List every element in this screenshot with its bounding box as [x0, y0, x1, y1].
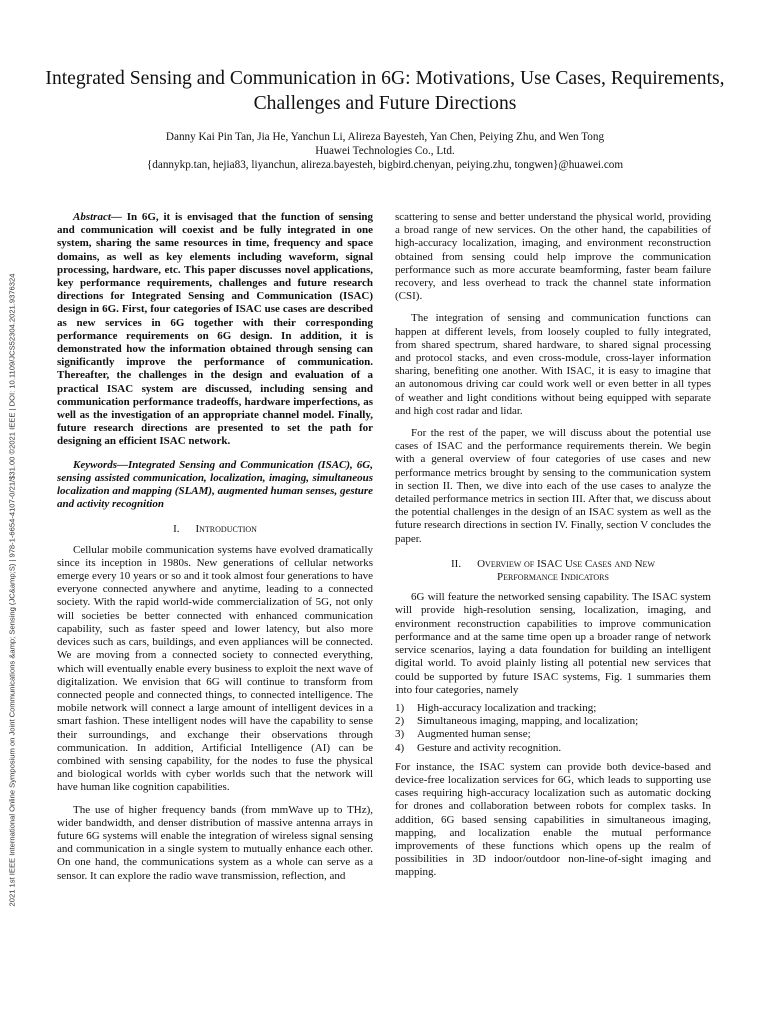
list-item: 1) High-accuracy localization and tracking;	[395, 701, 597, 714]
intro-paragraph-2: The use of higher frequency bands (from mmWave up to THz), wider bandwidth, and denser distribution of massive antenna arrays in future 6G systems will enable the integration of wireless signal sensing and communication in a single system to mutually enhance each other. On one hand, the communications system as a whole can serve as a sensor. It can explore the radio wave transmission, reflection, and	[57, 803, 373, 882]
list-item: 4) Gesture and activity recognition.	[395, 741, 562, 754]
intro-paragraph-2-continued: scattering to sense and better understand the physical world, providing a broad range of new services. On the other hand, the capabilities of high-accuracy localization, imaging, and environment reconstruction obtained from sensing could help improve the communication performance such as more accurate beamforming, faster beam failure recovery, and less overhead to track the channel state information (CSI).	[395, 211, 711, 303]
abstract-label: Abstract—	[73, 211, 122, 223]
left-column	[57, 211, 373, 883]
list-item: 3) Augmented human sense;	[395, 728, 531, 741]
keywords-text: Integrated Sensing and Communication (ISAC), 6G, sensing assisted communication, localization, imaging, simultaneous localization and mapping (SLAM), augmented human senses, gesture and activity recognition	[57, 458, 373, 511]
side-citation-text: 2021 1st IEEE International Online Symposium on Joint Communications &amp; Sensing (JC&amp;S) | 978-1-6654-4107-0/21/$31.00 ©2021 IEEE | DOI: 10.1109/JCS52304.2021.9376324	[7, 273, 17, 907]
section2-paragraph-1: 6G will feature the networked sensing capability. The ISAC system will provide high-resolution sensing, localization, imaging, and environment reconstruction capabilities to improve communication performance and at the same time open up a broader range of network service scenarios, laying a data foundation for building an intelligent digital world. To avoid plainly listing all potential new services that could be supported by future ISAC systems, Fig. 1 summaries them into four categories, namely	[395, 591, 711, 696]
section2-paragraph-2: For instance, the ISAC system can provide both device-based and device-free localization services for 6G, which leads to supporting use cases requiring high-accuracy localization such as automatic docking for drones and collaboration between robots for complex tasks. In addition, 6G based sensing capabilities in simultaneous imaging, mapping, and localization enable the mutual performance improvements of these functions which opens up the realm of possibilities in 3D indoor/outdoor non-line-of-sight imaging and mapping.	[395, 760, 711, 879]
right-column	[395, 211, 711, 880]
intro-paragraph-4: For the rest of the paper, we will discuss about the potential use cases of ISAC and the performance requirements therein. We begin with a general overview of four categories of use cases and new performance metrics brought by sensing to the communication system in section II. Then, we dive into each of the use cases to analyze the detailed performance metrics in section III. After that, we discuss about the potential challenges in the design of an ISAC system as well as the future research directions in section IV. Finally, section V concludes the paper.	[395, 427, 711, 545]
section-heading-1: I. Introduction	[173, 523, 257, 536]
list-item: 2) Simultaneous imaging, mapping, and localization;	[395, 715, 639, 728]
use-case-list	[395, 702, 711, 755]
paper-header	[40, 66, 730, 172]
abstract	[57, 211, 373, 449]
abstract-text: In 6G, it is envisaged that the function of sensing and communication will coexist and be fully integrated in one system, sharing the same resources in time, frequency and space domains, as well as key elements including waveform, signal processing, hardware, etc. This paper discusses novel applications, key performance requirements, challenges and future research directions for Integrated Sensing and Communication (ISAC) design in 6G. First, four categories of ISAC use cases are described as new services in 6G together with their corresponding performance requirements on 6G design. In addition, it is demonstrated how the information obtained through sensing can significantly improve the performance of communication. Thereafter, the challenges in the design and evaluation of a practical ISAC system are discussed, including sensing and communication performance tradeoffs, hardware imperfections, as well as the investigation of an appropriate channel model. Finally, future research directions are presented to set the path for designing an efficient ISAC network.	[57, 211, 373, 448]
keywords	[57, 459, 373, 512]
paper-title: Integrated Sensing and Communication in 6G: Motivations, Use Cases, Requirements, Challenges and Future Directions	[45, 68, 725, 114]
author-names: Danny Kai Pin Tan, Jia He, Yanchun Li, Alireza Bayesteh, Yan Chen, Peiying Zhu, and Wen Tong	[165, 131, 605, 143]
keywords-label: Keywords—	[73, 458, 128, 471]
side-citation	[0, 210, 24, 970]
intro-paragraph-3: The integration of sensing and communication functions can happen at different levels, from loosely coupled to fully integrated, from shared spectrum, shared hardware, to shared signal processing and protocol stacks, and even cross-module, cross-layer information sharing, benefiting one another. With ISAC, it is easy to imagine that an autonomous driving car could work well or even better in all types of weather and light conditions without being equipped with separate and high cost radar and lidar.	[395, 312, 711, 417]
author-emails: {dannykp.tan, hejia83, liyanchun, alireza.bayesteh, bigbird.chenyan, peiying.zhu, tongwen}@huawei.com	[146, 159, 624, 171]
author-block	[40, 130, 730, 172]
intro-paragraph-1: Cellular mobile communication systems have evolved dramatically since its inception in 1980s. New generations of cellular networks emerge every 10 years or so and it took almost four generations to have everyone connected anywhere and anytime, leading to a connected society. With the rapid world-wide commercialization of 5G, not only will societies be better connected with enhanced communication capability, such as faster speed and lower latency, but also more devices such as cars, buildings, and even appliances will be connected. We are moving from a connected society to connected everything, which will eventually enable every business to exploit the next wave of digitalization. We envision that 6G will continue to transform from connected people and connected things, to connected intelligence. The mobile network will connect a large amount of intelligent devices in a smart fashion. These intelligent nodes will have the capability to sense their surroundings, and exchange their observations through communication. In addition, Artificial Intelligence (AI) can be combined with sensing capability, for the nodes to fuse the physical and biological worlds with cyber worlds such that the network will have human like cognition capabilities.	[57, 543, 373, 794]
section-heading-2: II. Overview of ISAC Use Cases and New Performance Indicators	[451, 557, 655, 584]
author-affiliation: Huawei Technologies Co., Ltd.	[315, 145, 455, 157]
